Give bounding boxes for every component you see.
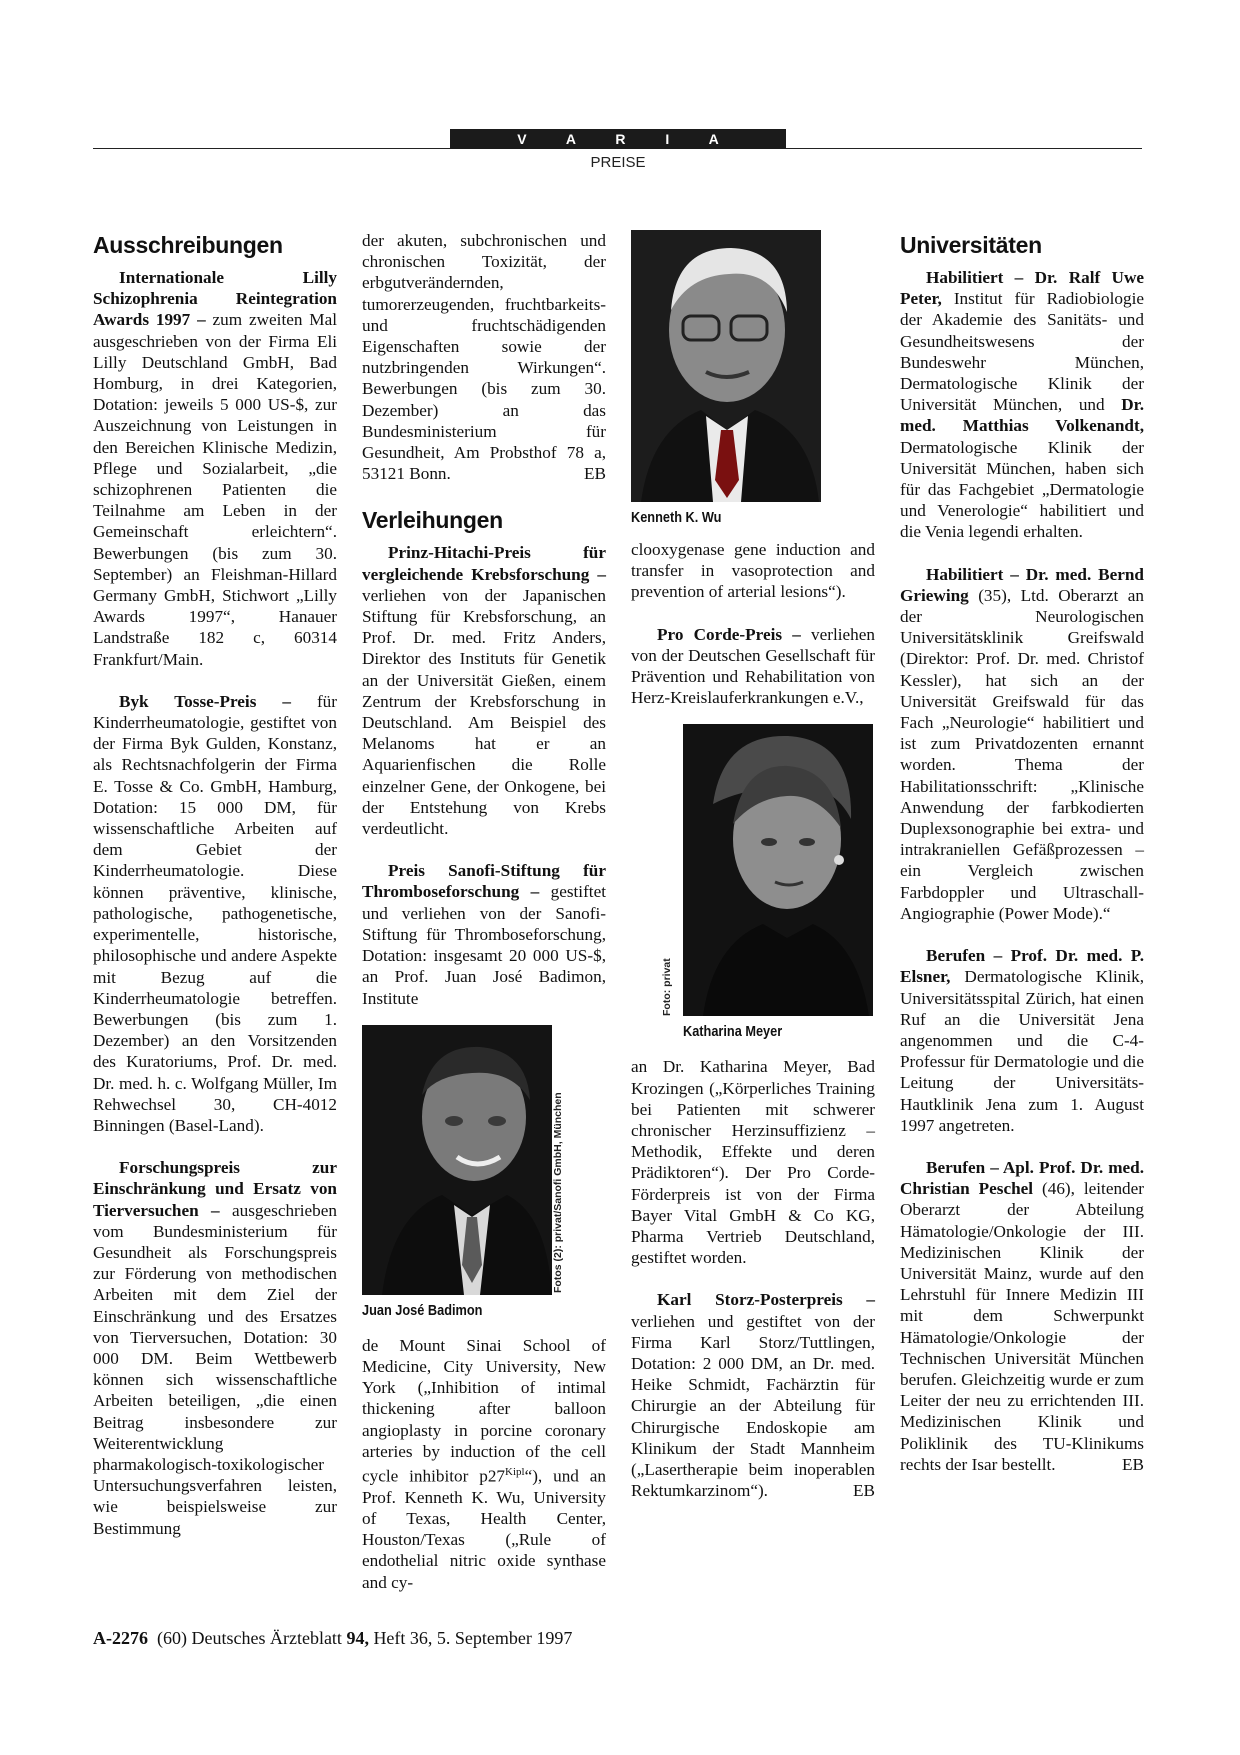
portrait-meyer-image xyxy=(683,724,873,1016)
photo-credit-meyer: Foto: privat xyxy=(661,958,673,1017)
paragraph-tierversuche: Forschungspreis zur Einschränkung und Ersatz von Tierversuchen – ausgeschrieben vom Bundesministerium für Gesundheit als Forschungspreis zur Förderung von methodischen Arbeiten mit dem Ziel der Einschränkung und des Ersatzes von Tierversuchen, Dotation: 30 000 DM. Beim Wettbewerb können sich wissenschaftliche Arbeiten beteiligen, „die einen Beitrag insbesondere zur Weiterentwicklung pharmakologisch-toxikologischer Untersuchungsverfahren leisten, wie beispielsweise zur Bestimmung xyxy=(93,1158,337,1538)
photo-caption-badimon: Juan José Badimon xyxy=(362,1301,483,1319)
heading-verleihungen: Verleihungen xyxy=(362,507,503,534)
page-footer xyxy=(93,1628,572,1649)
page-number: A-2276 xyxy=(93,1628,148,1648)
paragraph-griewing: Habilitiert – Dr. med. Bernd Griewing (35), Ltd. Oberarzt an der Neurologischen Universitätsklinik Greifswald (Direktor: Prof. Dr. med. Christof Kessler), hat sich an der Universität Greifswald für das Fach „Neurologie“ habilitiert und ist zum Privatdozenten ernannt worden. Thema der Habilitationsschrift: „Klinische Anwendung der farbkodierten Duplexsonographie bei extra- und intrakraniellen Gefäßprozessen – ein Vergleich zwischen Farbdoppler und Ultraschall-Angiographie (Power Mode).“ xyxy=(900,564,1144,923)
paragraph-prinz-hitachi: Prinz-Hitachi-Preis für vergleichende Krebsforschung – verliehen von der Japanischen Stiftung für Krebsforschung, an Prof. Dr. med. Fritz Anders, Direktor des Instituts für Genetik an der Universität Gießen, einem Zentrum der Krebsforschung in Deutschland. Am Beispiel des Melanoms hat er an Aquarienfischen die Rolle einzelner Gene, der Onkogene, bei der Entstehung von Krebs verdeutlicht. xyxy=(362,543,606,839)
photo-caption-meyer: Katharina Meyer xyxy=(683,1023,783,1041)
author-initials: EB xyxy=(584,464,606,484)
footer-journal: (60) Deutsches Ärzteblatt xyxy=(157,1628,347,1648)
footer-issue: Heft 36, 5. September 1997 xyxy=(368,1628,573,1648)
paragraph-meyer: an Dr. Katharina Meyer, Bad Krozingen („Körperliches Training bei Patienten mit schwerer chronischer Herzinsuffizienz – Methodik, Effekte und deren Prädiktoren“). Der Pro Corde-Förderpreis ist von der Firma Bayer Vital GmbH & Co KG, Pharma Vertrieb Deutschland, gestiftet worden. xyxy=(631,1057,875,1268)
subsection-label: PREISE xyxy=(590,154,646,171)
heading-ausschreibungen: Ausschreibungen xyxy=(93,232,283,258)
paragraph-lilly-awards: Internationale Lilly Schizophrenia Reintegration Awards 1997 – zum zweiten Mal ausgeschrieben von der Firma Eli Lilly Deutschland GmbH, Bad Homburg, in drei Kategorien, Dotation: jeweils 5 000 US-$, zur Auszeichnung von Leistungen in den Bereichen Klinische Medizin, Pflege und Sozialarbeit, „die schizophrenen Patienten die Teilnahme am Leben in der Gemeinschaft erleichtern“. Bewerbungen (bis zum 30. September) an Fleishman-Hillard Germany GmbH, Stichwort „Lilly Awards 1997“, Hanauer Landstraße 182 c, 60314 Frankfurt/Main. xyxy=(93,268,337,669)
paragraph-pro-corde: Pro Corde-Preis – verliehen von der Deutschen Gesellschaft für Prävention und Rehabilitation von Herz-Kreislauferkrankungen e.V., xyxy=(631,624,875,708)
paragraph-elsner: Berufen – Prof. Dr. med. P. Elsner, Dermatologische Klinik, Universitätsspital Zürich, hat einen Ruf an die Universität Jena angenommen und die C-4-Professur für Dermatologie und die Leitung der Universitäts-Hautklinik Jena zum 1. August 1997 angetreten. xyxy=(900,946,1144,1135)
author-initials: EB xyxy=(853,1481,875,1501)
portrait-badimon-image xyxy=(362,1025,552,1295)
paragraph-peschel: Berufen – Apl. Prof. Dr. med. Christian Peschel (46), leitender Oberarzt der Abteilung Hämatologie/Onkologie der III. Medizinischen Klinik der Universität Mainz, wurde auf den Lehrstuhl für Innere Medizin III mit dem Schwerpunkt Hämatologie/Onkologie der Technischen Universität München berufen. Gleichzeitig wurde er zum Leiter der neu zu errichtenden III. Medizinischen Klinik und Poliklinik des TU-Klinikums rechts der Isar bestellt. EB xyxy=(900,1157,1144,1474)
column-4 xyxy=(900,230,1144,1496)
author-initials: EB xyxy=(1122,1454,1144,1474)
section-banner: V A R I A xyxy=(450,129,786,149)
paragraph-karl-storz: Karl Storz-Posterpreis – verliehen und gestiftet von der Firma Karl Storz/Tuttlingen, Dotation: 2 000 DM, an Dr. med. Heike Schmidt, Fachärztin für Chirurgie an der Abteilung für Chirurgische Endoskopie am Klinikum der Stadt Mannheim („Lasertherapie beim inoperablen Rektumkarzinom“). EB xyxy=(631,1290,875,1501)
portrait-photo-badimon xyxy=(362,1025,552,1295)
paragraph-peter-volkenandt: Habilitiert – Dr. Ralf Uwe Peter, Institut für Radiobiologie der Akademie des Sanitäts- und Gesundheitswesens der Bundeswehr München, Dermatologische Klinik der Universität München, und Dr. med. Matthias Volkenandt, Dermatologische Klinik der Universität München, haben sich für das Fachgebiet „Dermatologie und Venerologie“ habilitiert und die Venia legendi erhalten. xyxy=(900,268,1144,542)
portrait-photo-meyer xyxy=(683,724,873,1016)
footer-volume: 94, xyxy=(346,1628,369,1648)
photo-block-meyer xyxy=(661,724,873,1041)
photo-block-wu xyxy=(631,230,821,526)
photo-caption-wu: Kenneth K. Wu xyxy=(631,509,722,526)
portrait-photo-wu xyxy=(631,230,821,502)
paragraph-byk-tosse: Byk Tosse-Preis – für Kinderrheumatologie, gestiftet von der Firma Byk Gulden, Konstanz, als Rechtsnachfolgerin der Firma E. Tosse & Co. GmbH, Hamburg, Dotation: 15 000 DM, für wissenschaftliche Arbeiten auf dem Gebiet der Kinderrheumatologie. Diese können präventive, klinische, pathologische, pathogenetische, experimentelle, historische, philosophische und andere Aspekte mit Bezug auf die Kinderrheumatologie betreffen. Bewerbungen (bis zum 1. Dezember) an den Vorsitzenden des Kuratoriums, Prof. Dr. med. Dr. med. h. c. Wolfgang Müller, Im Rehwechsel 30, CH-4012 Binningen (Basel-Land). xyxy=(93,691,337,1135)
paragraph-badimon-wu: de Mount Sinai School of Medicine, City University, New York („Inhibition of intimal thickening after balloon angioplasty in porcine coronary arteries by induction of the cell cycle inhibitor $p27^{Kipl}“$), und an Prof. Kenneth K. Wu, University of Texas, Health Center, Houston/Texas („Rule of endothelial nitric oxide synthase and cy- xyxy=(362,1335,606,1592)
paragraph-sanofi: Preis Sanofi-Stiftung für Thromboseforschung – gestiftet und verliehen von der Sanofi-Stiftung für Thromboseforschung, Dotation: insgesamt 20 000 US-$, an Prof. Juan José Badimon, Institute xyxy=(362,861,606,1008)
column-1 xyxy=(93,230,337,1560)
paragraph-wu-cont: clooxygenase gene induction and transfer in vasoprotection and prevention of arterial lesions“). xyxy=(631,540,875,602)
column-3 xyxy=(631,230,875,1522)
photo-block-badimon xyxy=(362,1025,564,1319)
column-2 xyxy=(362,230,606,1614)
heading-universitaeten: Universitäten xyxy=(900,232,1042,258)
portrait-wu-image xyxy=(631,230,821,502)
photo-credit-sanofi: Fotos (2): privat/Sanofi GmbH, München xyxy=(552,1092,564,1293)
paragraph-tierversuche-cont: der akuten, subchronischen und chronischen Toxizität, der erbgutverändernden, tumorerzeugenden, fruchtbarkeits- und fruchtschädigenden Eigenschaften sowie der nutzbringenden Wirkungen“. Bewerbungen (bis zum 30. Dezember) an das Bundesministerium für Gesundheit, Am Probsthof 78 a, 53121 Bonn. EB xyxy=(362,231,606,484)
